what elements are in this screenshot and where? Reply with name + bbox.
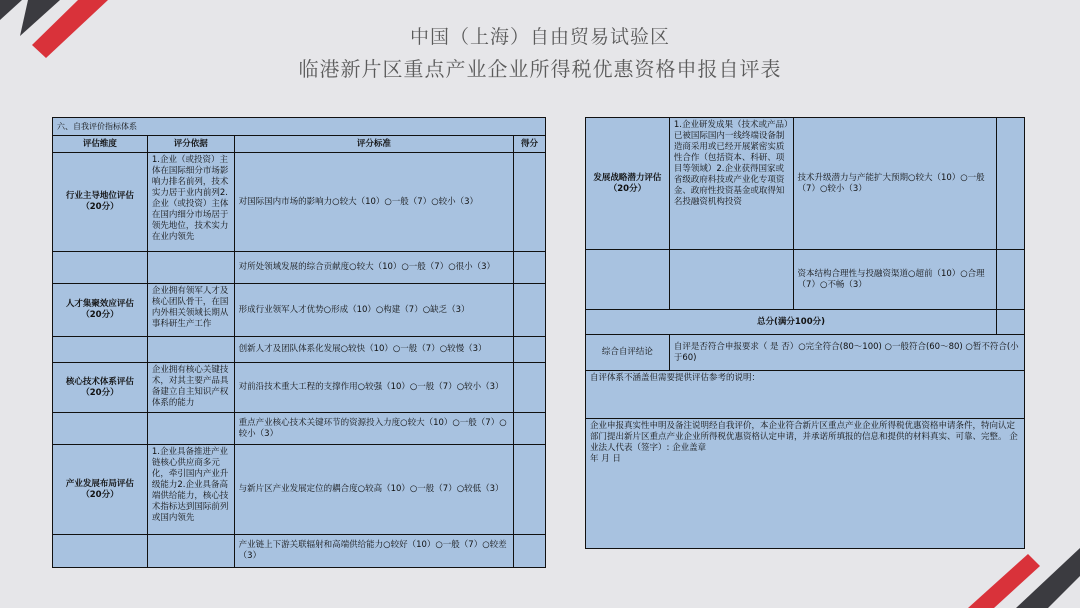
corner-decoration-bottom-right [960,540,1080,608]
dim-basis: 1.企业具备推进产业链核心供应商多元化，牵引国内产业升级能力2.企业具备高端供给能力，核心技术指标达到国际前列或国内领先 [147,445,234,535]
dim-basis: 企业拥有核心关键技术，对其主要产品具备建立自主知识产权体系的能力 [147,363,234,413]
criteria-2: 创新人才及团队体系化发展○较快（10）○一般（7）○较慢（3） [234,337,513,363]
score-cell[interactable] [514,445,546,535]
score-cell[interactable] [997,250,1025,310]
criteria-1: 对前沿技术重大工程的支撑作用○较强（10）○一般（7）○较小（3） [234,363,513,413]
reference-note[interactable]: 自评体系不涵盖但需要提供评估参考的说明： [586,371,1025,419]
page-title-line2: 临港新片区重点产业企业所得税优惠资格申报自评表 [298,57,782,81]
dim-basis: 企业拥有领军人才及核心团队骨干，在国内外相关领域长期从事科研生产工作 [147,284,234,337]
score-cell[interactable] [514,363,546,413]
self-evaluation-table-left [52,117,546,568]
section-title: 六、自我评价指标体系 [53,118,546,136]
declaration-date: 年 月 日 [590,454,621,464]
score-cell[interactable] [514,284,546,337]
declaration-text: 企业申报真实性申明及备注说明经自我评价，本企业符合新片区重点产业企业所得税优惠资格申请条件，特向认定部门提出新片区重点产业企业所得税优惠资格认定申请，并承诺所填报的信息和提供的材料真实、可靠、完整。 企业法人代表（签字）: 企业盖章 [590,421,1018,453]
score-cell[interactable] [514,252,546,284]
criteria-1: 对国际国内市场的影响力○较大（10）○一般（7）○较小（3） [234,153,513,252]
criteria-2: 对所处领域发展的综合贡献度○较大（10）○一般（7）○很小（3） [234,252,513,284]
criteria-1: 形成行业领军人才优势○形成（10）○构建（7）○缺乏（3） [234,284,513,337]
header-basis: 评分依据 [147,136,234,153]
dim-name: 行业主导地位评估 （20分） [53,153,148,252]
score-cell[interactable] [514,413,546,445]
dim-basis: 1.企业（或投资）主体在国际细分市场影响力排名前列，技术实力居于业内前列2.企业（或投资）主体在国内细分市场居于领先地位，技术实力在业内领先 [147,153,234,252]
total-score-label: 总分(满分100分) [586,310,997,335]
conclusion-label: 综合自评结论 [586,335,670,371]
page-title-line1: 中国（上海）自由贸易试验区 [409,26,670,48]
header-score: 得分 [514,136,546,153]
header-dimension: 评估维度 [53,136,148,153]
criteria-1: 与新片区产业发展定位的耦合度○较高（10）○一般（7）○较低（3） [234,445,513,535]
conclusion-options[interactable]: 自评是否符合申报要求（ 是 否）○完全符合(80～100) ○一般符合(60～80) ○暂不符合(小于60) [669,335,1024,371]
dim-basis: 1.企业研发成果（技术或产品）已被国际国内一线终端设备制造商采用或已经开展紧密实质性合作（包括资本、科研、项目等领域）2.企业获得国家或省级政府科技或产业化专项资金、政府性投资基金或取得知名投融资机构投资 [669,118,793,250]
dim-name: 产业发展布局评估 （20分） [53,445,148,535]
criteria-2: 重点产业核心技术关键环节的资源投入力度○较大（10）○一般（7）○较小（3） [234,413,513,445]
score-cell[interactable] [514,337,546,363]
score-cell[interactable] [997,118,1025,250]
header-criteria: 评分标准 [234,136,513,153]
score-cell[interactable] [514,535,546,568]
self-evaluation-table-right [585,117,1025,549]
dim-name: 发展战略潜力评估 （20分） [586,118,670,250]
dim-name: 核心技术体系评估 （20分） [53,363,148,413]
criteria-1: 技术升级潜力与产能扩大预期○较大（10）○一般（7）○较小（3） [793,118,997,250]
score-cell[interactable] [514,153,546,252]
dim-name: 人才集聚效应评估 （20分） [53,284,148,337]
declaration-cell[interactable] [586,419,1025,549]
criteria-2: 资本结构合理性与投融资渠道○超前（10）○合理（7）○不畅（3） [793,250,997,310]
total-score-cell[interactable] [997,310,1025,335]
criteria-2: 产业链上下游关联辐射和高端供给能力○较好（10）○一般（7）○较差（3） [234,535,513,568]
